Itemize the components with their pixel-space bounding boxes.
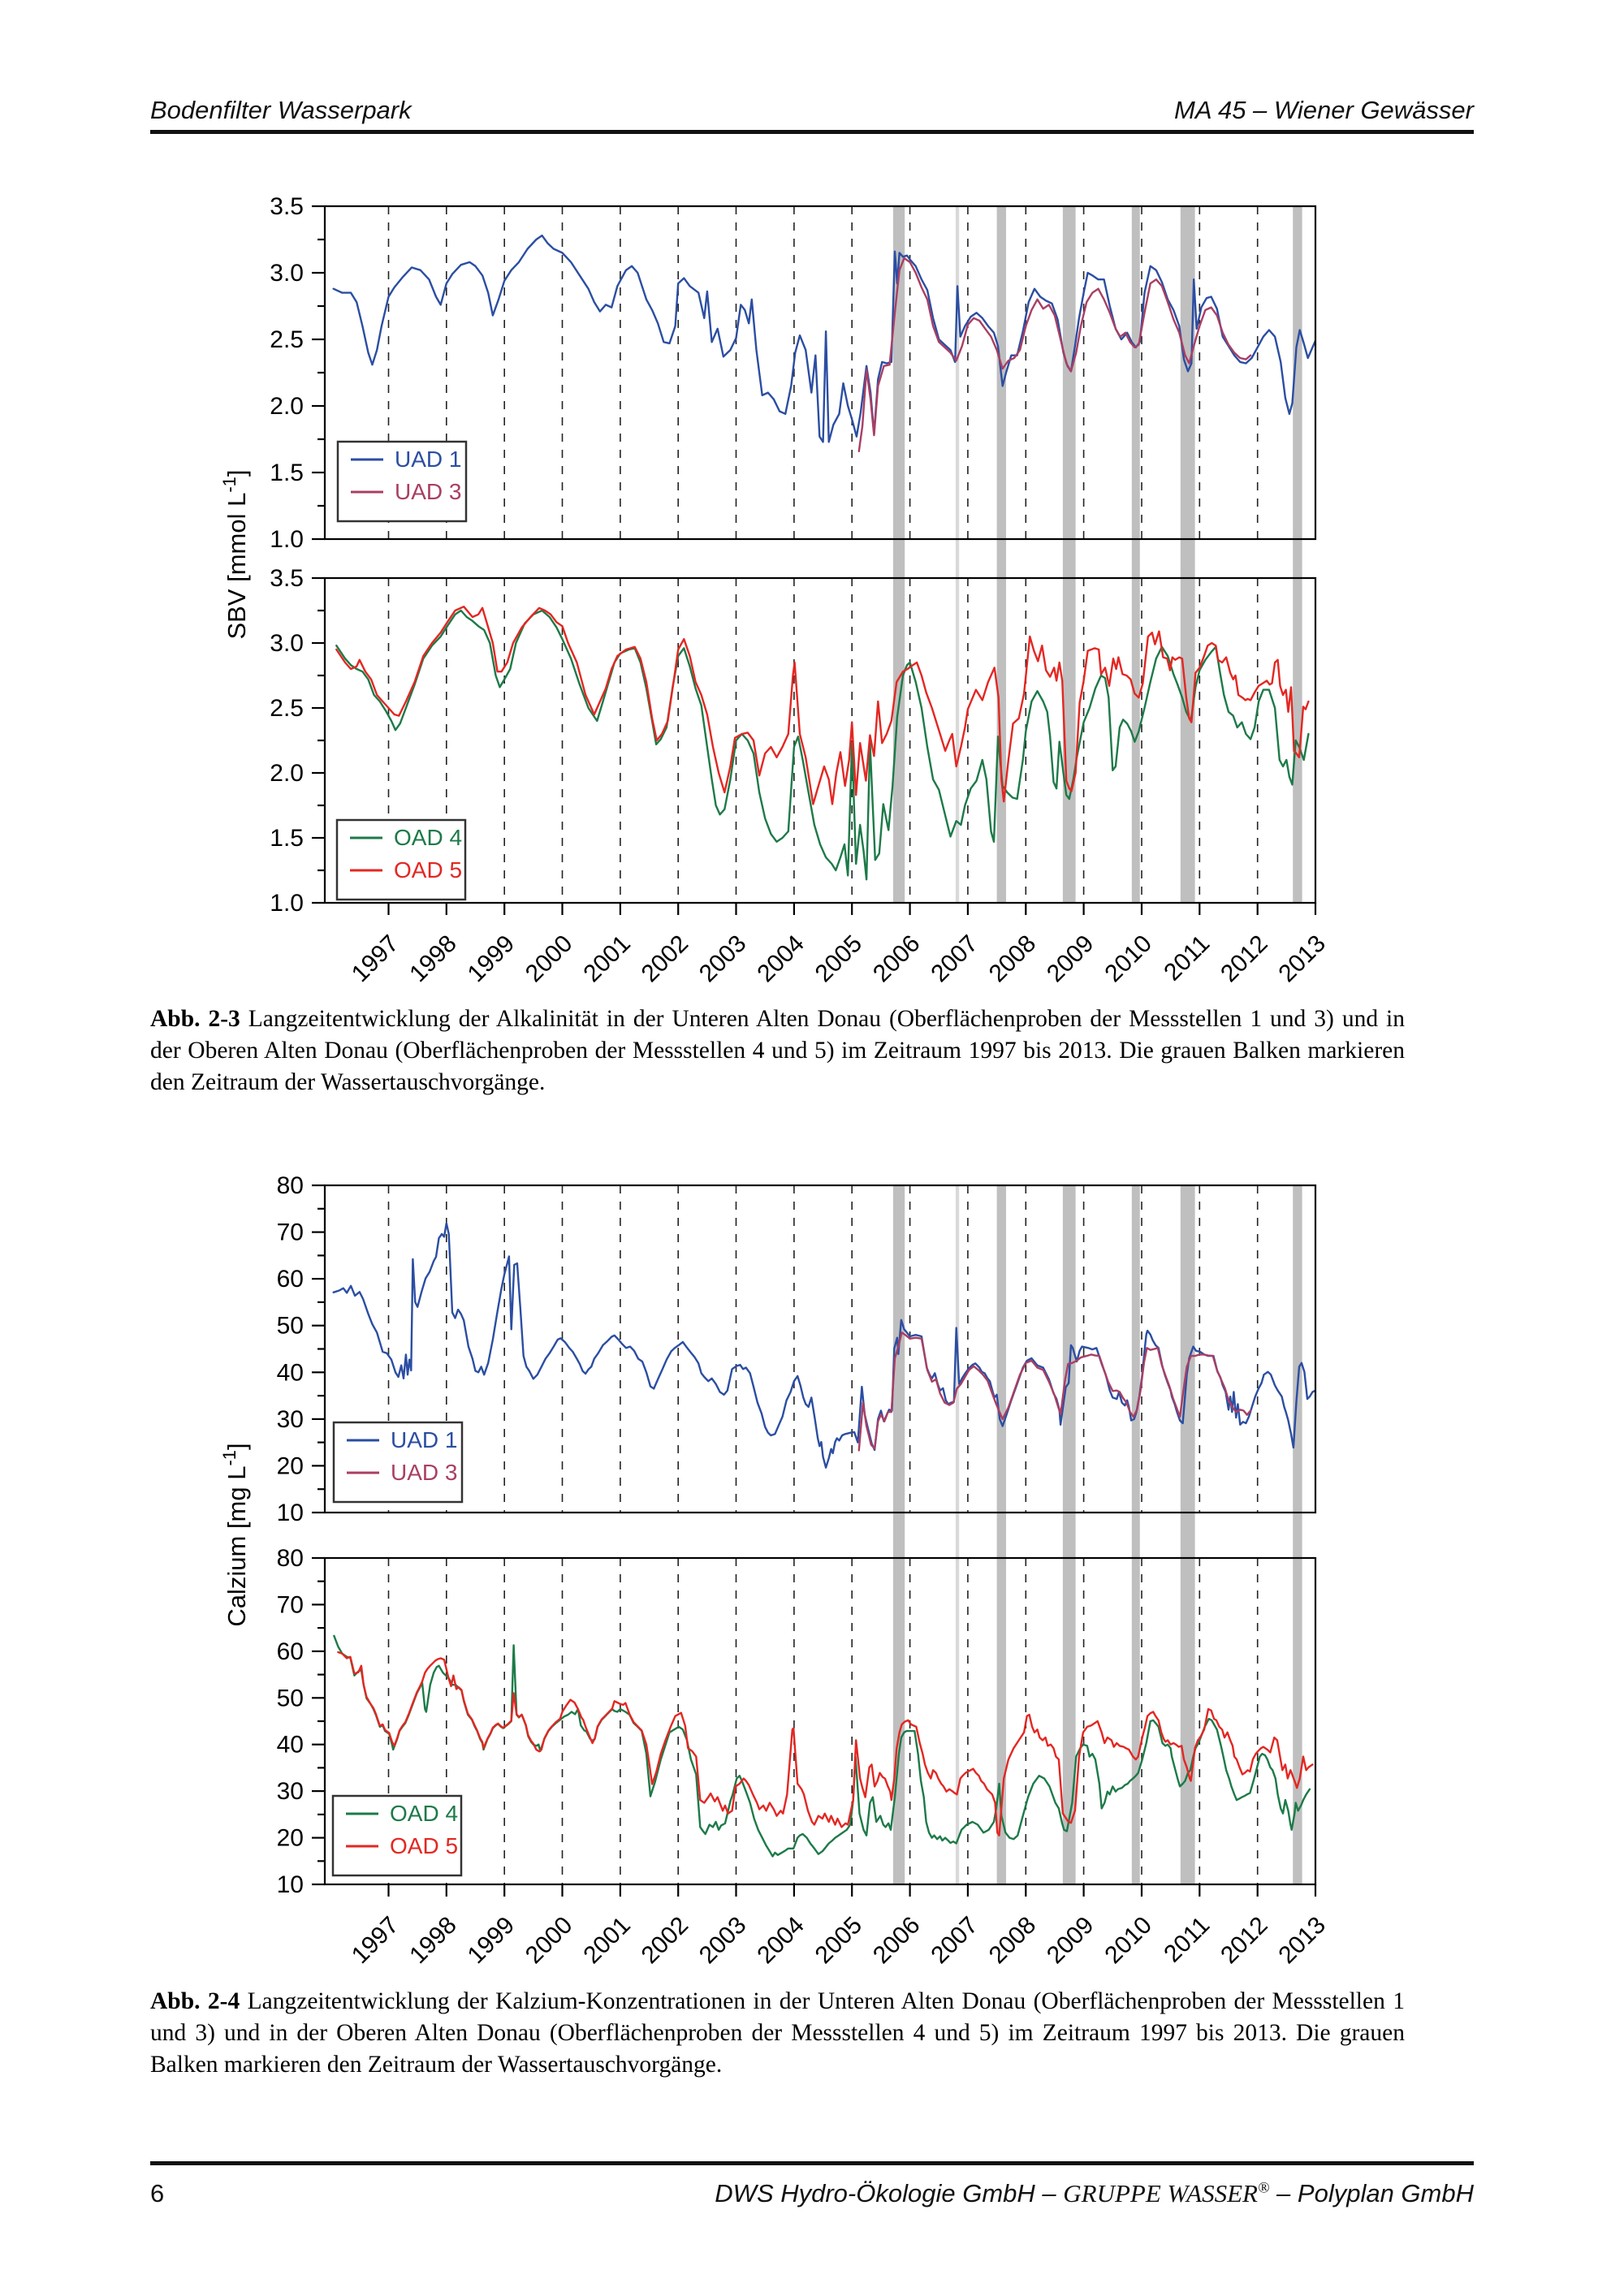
y-tick-label: 1.5 (270, 460, 304, 486)
water-exchange-bar (1181, 1185, 1195, 1884)
y-tick-label: 40 (276, 1359, 304, 1387)
y-tick-label: 1.0 (270, 890, 304, 917)
page-number: 6 (150, 2179, 165, 2208)
legend-label: UAD 1 (395, 447, 462, 472)
legend-label: OAD 4 (390, 1801, 459, 1826)
y-tick-label: 2.5 (270, 326, 304, 353)
x-tick-label: 2004 (752, 930, 810, 988)
x-tick-label: 2008 (983, 930, 1042, 988)
oad-4-series-line (334, 1636, 1310, 1857)
x-tick-label: 2007 (926, 1911, 983, 1970)
y-tick-label: 60 (276, 1266, 304, 1293)
header-left-title: Bodenfilter Wasserpark (150, 96, 412, 124)
legend-label: UAD 3 (391, 1460, 458, 1485)
y-tick-label: 3.0 (270, 630, 304, 657)
x-tick-label: 2007 (926, 930, 983, 988)
y-tick-label: 20 (276, 1452, 304, 1480)
water-exchange-bar (1293, 206, 1302, 903)
x-tick-label: 2012 (1216, 930, 1273, 988)
x-tick-label: 2005 (810, 930, 868, 988)
x-tick-label: 2006 (868, 1911, 926, 1970)
x-tick-label: 2005 (810, 1911, 868, 1970)
y-tick-label: 80 (276, 1545, 304, 1572)
caption-label: Abb. 2-3 (150, 1006, 240, 1032)
y-tick-label: 1.5 (270, 825, 304, 852)
y-tick-label: 50 (276, 1685, 304, 1712)
panel-border (325, 1185, 1315, 1513)
y-tick-label: 30 (276, 1405, 304, 1433)
panel-border (325, 578, 1315, 903)
y-tick-label: 50 (276, 1312, 304, 1340)
footer-publisher (715, 2179, 1474, 2208)
footer-publisher-part: DWS Hydro-Ökologie GmbH – (715, 2179, 1064, 2208)
y-tick-label: 40 (276, 1731, 304, 1759)
x-tick-label: 2003 (693, 1911, 752, 1970)
y-tick-label: 70 (276, 1219, 304, 1246)
x-tick-label: 2008 (983, 1911, 1042, 1970)
x-tick-label: 2000 (520, 1911, 578, 1970)
x-tick-label: 2006 (868, 930, 926, 988)
legend-label: OAD 4 (394, 825, 463, 850)
x-tick-label: 2013 (1273, 1911, 1331, 1970)
oad-5-series-line (338, 1652, 1312, 1836)
footer-publisher-gruppe-wasser: GRUPPE WASSER (1063, 2179, 1258, 2208)
registered-trademark-symbol: ® (1258, 2179, 1270, 2197)
caption-abb-2-3 (150, 1003, 1405, 1098)
x-tick-label: 2011 (1159, 930, 1216, 986)
x-tick-label: 2011 (1159, 1911, 1216, 1968)
y-axis-label: Calzium [mg $L^{-1}$] (219, 1443, 251, 1627)
x-tick-label: 2009 (1042, 930, 1099, 988)
y-tick-label: 2.0 (270, 393, 304, 420)
legend-label: OAD 5 (394, 857, 463, 883)
x-tick-label: 2003 (693, 930, 752, 988)
y-tick-label: 2.0 (270, 760, 304, 787)
footer-rule (150, 2161, 1474, 2165)
y-axis-label: SBV [mmol $L^{-1}$] (219, 469, 251, 640)
x-tick-label: 2000 (520, 930, 578, 988)
y-tick-label: 3.0 (270, 260, 304, 287)
uad-1-series-line (334, 1224, 1315, 1468)
x-tick-label: 2002 (636, 1911, 694, 1970)
x-tick-label: 1998 (404, 1911, 462, 1970)
oad-5-series-line (336, 606, 1308, 804)
y-tick-label: 3.5 (270, 565, 304, 592)
caption-label: Abb. 2-4 (150, 1988, 240, 2014)
x-tick-label: 2012 (1216, 1911, 1273, 1970)
y-tick-label: 20 (276, 1824, 304, 1852)
caption-text: Langzeitentwicklung der Kalzium-Konzentrationen in der Unteren Alten Donau (Oberflächenproben der Messstellen 1 und 3) und in der Oberen Alten Donau (Oberflächenproben der Messstellen 4 und 5) im Zeitraum 1997 bis 2013. Die grauen Balken markieren den Zeitraum der Wassertauschvorgänge. (150, 1988, 1405, 2078)
x-tick-label: 1998 (404, 930, 462, 988)
water-exchange-bar (1132, 206, 1140, 903)
legend-label: UAD 3 (395, 479, 462, 504)
x-tick-label: 2001 (578, 1911, 636, 1970)
y-tick-label: 10 (276, 1871, 304, 1898)
caption-text: Langzeitentwicklung der Alkalinität in der Unteren Alten Donau (Oberflächenproben der Messstellen 1 und 3) und in der Oberen Alten Donau (Oberflächenproben der Messstellen 4 und 5) im Zeitraum 1997 bis 2013. Die grauen Balken markieren den Zeitraum der Wassertauschvorgänge. (150, 1006, 1405, 1095)
y-tick-label: 1.0 (270, 526, 304, 553)
y-tick-label: 30 (276, 1778, 304, 1806)
legend-label: UAD 1 (391, 1427, 458, 1452)
footer-publisher-part: – Polyplan GmbH (1269, 2179, 1474, 2208)
y-tick-label: 70 (276, 1591, 304, 1619)
x-tick-label: 1999 (462, 930, 520, 988)
y-tick-label: 60 (276, 1638, 304, 1665)
y-tick-label: 80 (276, 1172, 304, 1199)
header-right-title: MA 45 – Wiener Gewässer (1174, 96, 1474, 124)
legend-label: OAD 5 (390, 1833, 459, 1858)
x-tick-label: 1997 (346, 1911, 404, 1970)
x-tick-label: 1997 (346, 930, 404, 988)
caption-abb-2-4 (150, 1986, 1405, 2081)
x-tick-label: 2010 (1099, 930, 1157, 988)
panel-border (325, 206, 1315, 539)
x-tick-label: 2013 (1273, 930, 1331, 988)
x-tick-label: 2004 (752, 1911, 810, 1970)
water-exchange-bar (956, 1185, 959, 1884)
y-tick-label: 3.5 (270, 193, 304, 220)
x-tick-label: 2002 (636, 930, 694, 988)
x-tick-label: 1999 (462, 1911, 520, 1970)
x-tick-label: 2009 (1042, 1911, 1099, 1970)
y-tick-label: 10 (276, 1500, 304, 1526)
uad-1-series-line (334, 235, 1315, 442)
y-tick-label: 2.5 (270, 695, 304, 722)
x-tick-label: 2001 (578, 930, 636, 988)
x-tick-label: 2010 (1099, 1911, 1157, 1970)
